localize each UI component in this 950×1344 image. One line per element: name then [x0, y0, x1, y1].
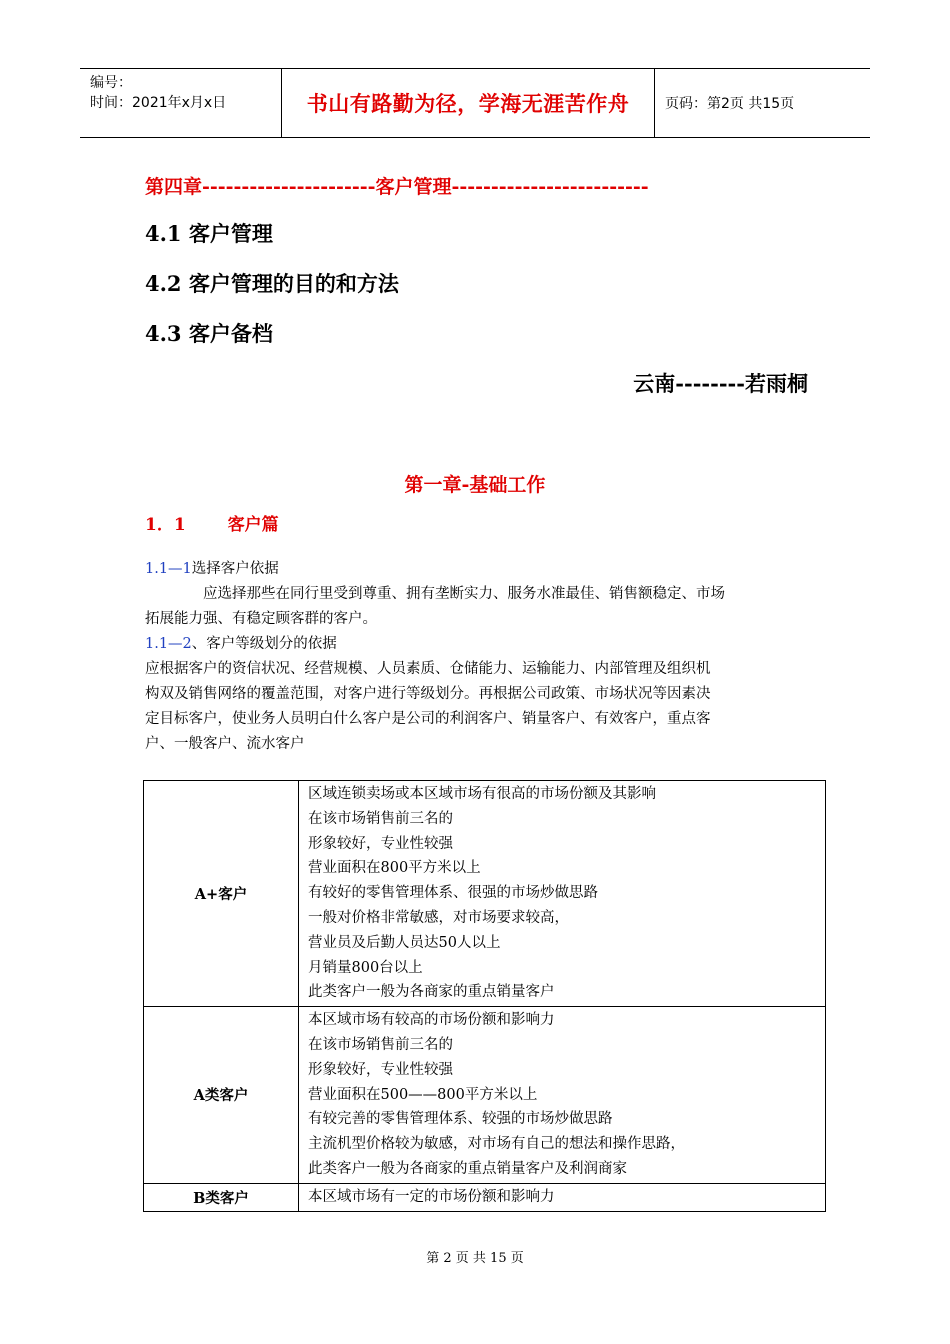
header-motto: 书山有路勤为径，学海无涯苦作舟 — [306, 91, 630, 116]
table-row — [144, 1007, 826, 1184]
section-1-1-heading — [145, 510, 279, 535]
criteria-line: 营业员及后勤人员达50人以上 — [308, 934, 501, 951]
header-motto-cell — [281, 69, 655, 137]
customer-grade-table-body — [144, 781, 826, 1212]
criteria-line: 营业面积在800平方米以上 — [308, 860, 481, 877]
customer-grade-table — [143, 780, 826, 1212]
criteria-line: 有较好的零售管理体系、很强的市场炒做思路 — [308, 885, 598, 902]
table-row — [144, 781, 826, 1007]
chapter4-heading: 第四章----------------------客户管理------------------------- — [145, 176, 649, 198]
customer-grade-label: A+客户 — [144, 781, 299, 1007]
customer-grade-label: A类客户 — [144, 1007, 299, 1184]
criteria-line: 一般对价格非常敏感，对市场要求较高， — [308, 909, 569, 926]
item-2-title: 、客户等级划分的依据 — [191, 636, 337, 652]
item-1-text-line2: 拓展能力强、有稳定顾客群的客户。 — [145, 611, 377, 627]
section-number: 1．1 — [145, 515, 186, 535]
criteria-line: 营业面积在500——800平方米以上 — [308, 1086, 538, 1103]
item-1-title: 选择客户依据 — [191, 561, 279, 577]
toc-item-4-2: 4.2 客户管理的目的和方法 — [145, 271, 399, 296]
criteria-line: 形象较好，专业性较强 — [308, 1061, 453, 1078]
customer-grade-criteria — [299, 1183, 826, 1211]
item-1-number: 1.1—1 — [145, 561, 192, 577]
page-header — [80, 68, 870, 138]
header-meta — [80, 69, 280, 137]
customer-grade-criteria — [299, 781, 826, 1007]
header-page-info: 页码：第2页 共15页 — [665, 96, 795, 112]
toc-item-4-3: 4.3 客户备档 — [145, 321, 273, 346]
criteria-line: 月销量800台以上 — [308, 959, 423, 976]
item-2-heading — [145, 632, 810, 657]
item-2-text-line3: 定目标客户，使业务人员明白什么客户是公司的利润客户、销量客户、有效客户，重点客 — [145, 711, 711, 727]
table-row — [144, 1183, 826, 1211]
chapter1-title: 第一章-基础工作 — [404, 474, 546, 496]
criteria-line: 主流机型价格较为敏感，对市场有自己的想法和操作思路， — [308, 1136, 685, 1153]
header-time: 时间：2021年x月x日 — [90, 95, 227, 111]
toc-item-4-1: 4.1 客户管理 — [145, 221, 273, 246]
item-1-heading — [145, 557, 810, 582]
item-2-text-line4: 户、一般客户、流水客户 — [145, 736, 305, 752]
criteria-line: 本区域市场有一定的市场份额和影响力 — [308, 1188, 555, 1205]
criteria-line: 此类客户一般为各商家的重点销量客户及利润商家 — [308, 1160, 627, 1177]
criteria-line: 有较完善的零售管理体系、较强的市场炒做思路 — [308, 1111, 613, 1128]
customer-grade-label: B类客户 — [144, 1183, 299, 1211]
page-footer: 第 2 页 共 15 页 — [426, 1251, 524, 1266]
item-2-text-line2: 构双及销售网络的覆盖范围，对客户进行等级划分。再根据公司政策、市场状况等因素决 — [145, 686, 711, 702]
customer-grade-criteria — [299, 1007, 826, 1184]
criteria-line: 在该市场销售前三名的 — [308, 810, 453, 827]
item-2-number: 1.1—2 — [145, 636, 192, 652]
author-signature: 云南--------若雨桐 — [633, 371, 808, 396]
criteria-line: 在该市场销售前三名的 — [308, 1036, 453, 1053]
criteria-line: 此类客户一般为各商家的重点销量客户 — [308, 984, 555, 1001]
header-number: 编号： — [90, 75, 132, 91]
section-title: 客户篇 — [227, 515, 279, 535]
criteria-line: 形象较好，专业性较强 — [308, 835, 453, 852]
criteria-line: 区域连锁卖场或本区域市场有很高的市场份额及其影响 — [308, 786, 656, 802]
item-1-text-line1: 应选择那些在同行里受到尊重、拥有垄断实力、服务水准最佳、销售额稳定、市场 — [203, 586, 725, 602]
criteria-line: 本区域市场有较高的市场份额和影响力 — [308, 1012, 555, 1029]
item-2-text-line1: 应根据客户的资信状况、经营规模、人员素质、仓储能力、运输能力、内部管理及组织机 — [145, 661, 711, 677]
